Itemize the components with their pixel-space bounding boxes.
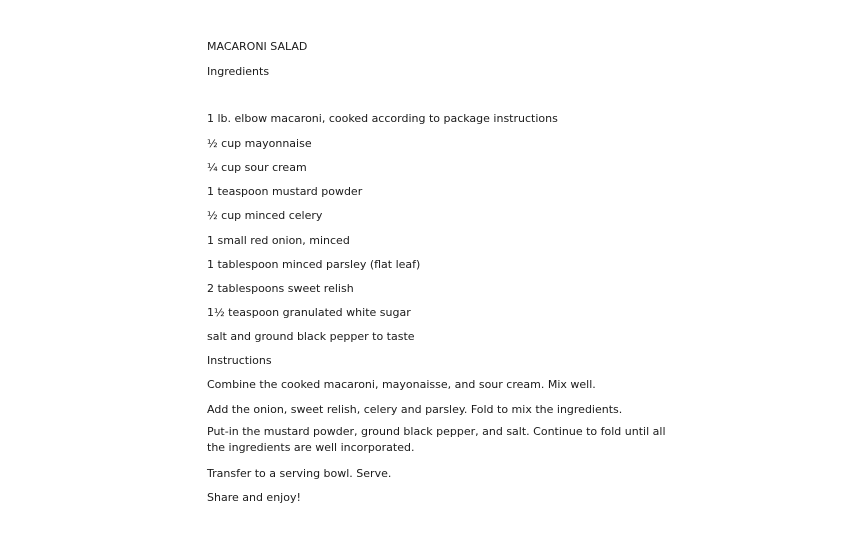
ingredient-item: 2 tablespoons sweet relish [207, 282, 354, 295]
instruction-step: Add the onion, sweet relish, celery and parsley. Fold to mix the ingredients. [207, 403, 623, 416]
recipe-title: MACARONI SALAD [207, 40, 308, 53]
ingredient-item: ¼ cup sour cream [207, 161, 307, 174]
closing-note: Share and enjoy! [207, 491, 301, 504]
ingredient-item: 1 tablespoon minced parsley (flat leaf) [207, 258, 421, 271]
ingredient-item: salt and ground black pepper to taste [207, 330, 415, 343]
instruction-step: Combine the cooked macaroni, mayonaisse, and sour cream. Mix well. [207, 378, 596, 391]
ingredient-item: 1 lb. elbow macaroni, cooked according to package instructions [207, 112, 558, 125]
instruction-step: Put-in the mustard powder, ground black pepper, and salt. Continue to fold until all the ingredients are well incorporated. [207, 425, 666, 454]
ingredient-item: 1 teaspoon mustard powder [207, 185, 363, 198]
ingredient-item: 1 small red onion, minced [207, 234, 350, 247]
ingredients-heading: Ingredients [207, 65, 270, 78]
ingredient-item: 1½ teaspoon granulated white sugar [207, 306, 411, 319]
instruction-step: Transfer to a serving bowl. Serve. [207, 467, 392, 480]
ingredient-item: ½ cup mayonnaise [207, 137, 312, 150]
instructions-heading: Instructions [207, 354, 272, 367]
ingredient-item: ½ cup minced celery [207, 209, 323, 222]
